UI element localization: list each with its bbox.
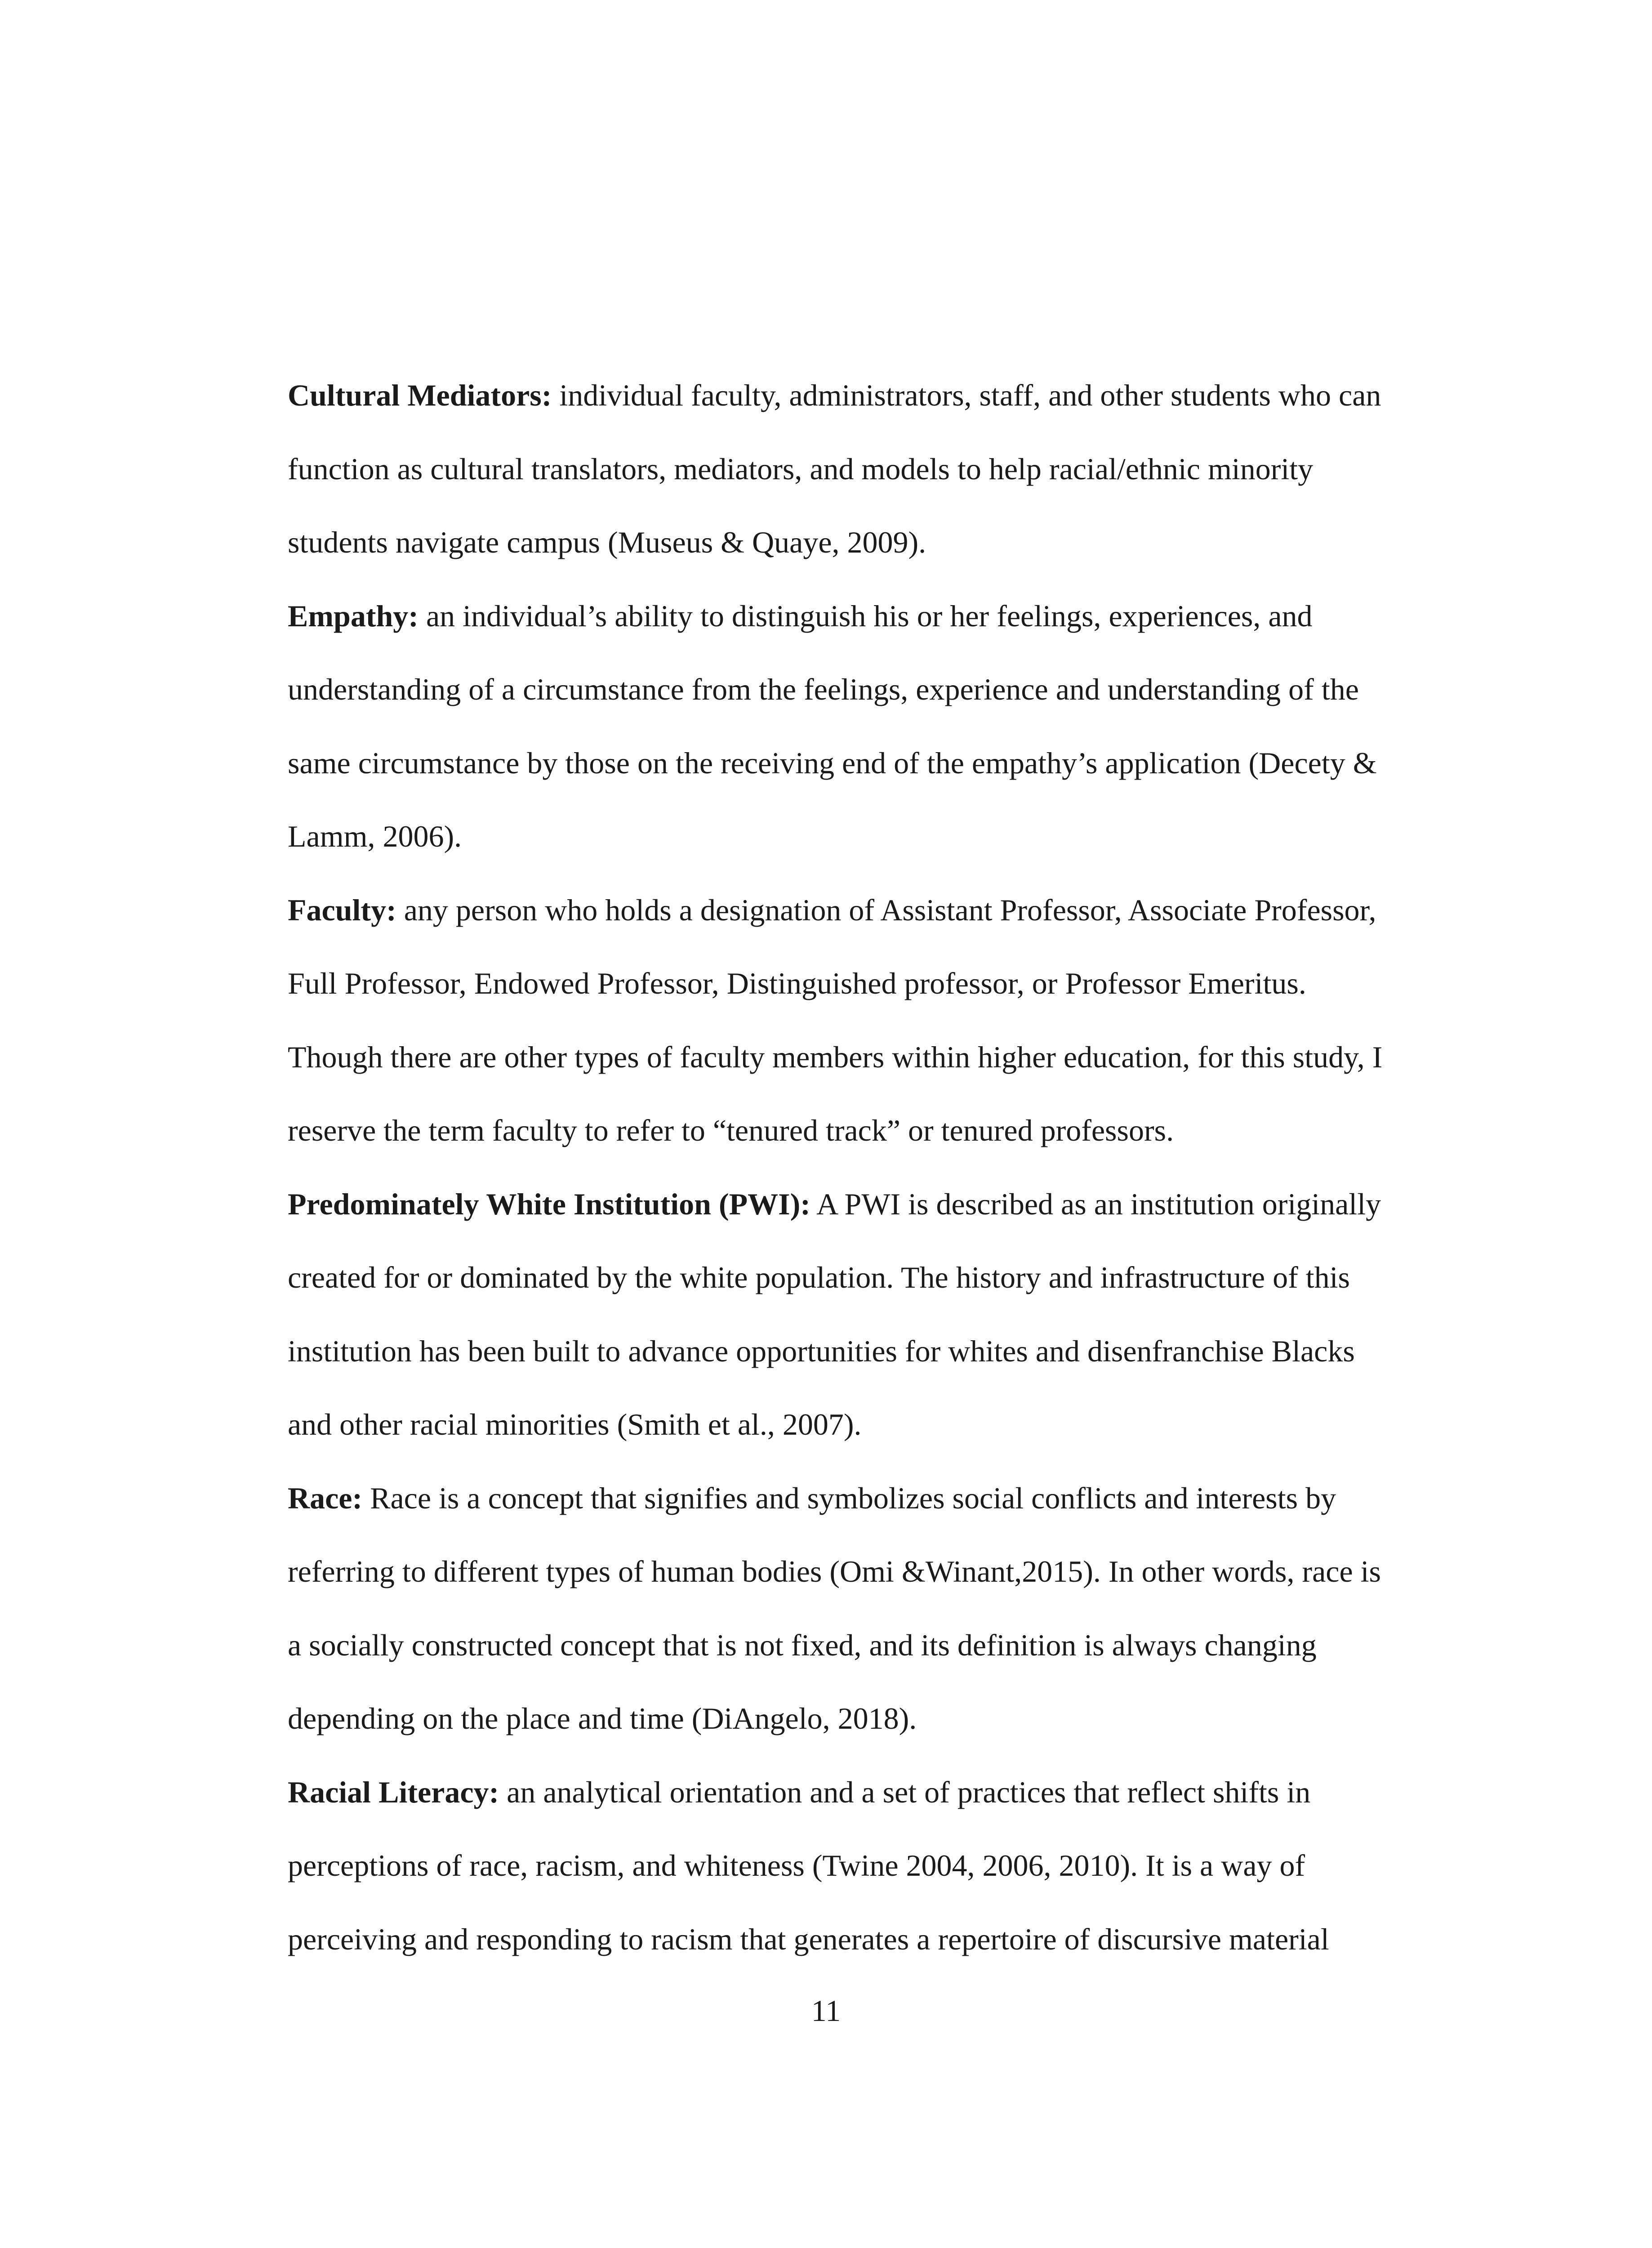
definition-racial-literacy — [288, 1756, 1438, 1976]
definition-line — [288, 1756, 1438, 1829]
definition-line: perceiving and responding to racism that generates a repertoire of discursive material — [288, 1922, 1329, 1956]
definition-line: Though there are other types of faculty members within higher education, for this study, I — [288, 1039, 1383, 1074]
definition-term: Cultural Mediators: — [288, 378, 552, 412]
definitions-body — [288, 359, 1438, 1976]
definition-empathy — [288, 580, 1438, 874]
definition-line: a socially constructed concept that is not fixed, and its definition is always changing — [288, 1628, 1317, 1662]
definition-line — [288, 359, 1438, 433]
definition-line: perceptions of race, racism, and whiteness (Twine 2004, 2006, 2010). It is a way of — [288, 1848, 1305, 1882]
definition-text: any person who holds a designation of Assistant Professor, Associate Professor, — [396, 892, 1376, 927]
definition-race — [288, 1462, 1438, 1756]
definition-term: Predominately White Institution (PWI): — [288, 1186, 810, 1221]
page-number: 11 — [811, 1994, 841, 2028]
definition-term: Empathy: — [288, 598, 419, 633]
definition-line: understanding of a circumstance from the feelings, experience and understanding of the — [288, 672, 1359, 706]
definition-text: individual faculty, administrators, staff, and other students who can — [552, 378, 1381, 412]
definition-line: reserve the term faculty to refer to “tenured track” or tenured professors. — [288, 1113, 1174, 1147]
definition-line: function as cultural translators, mediators, and models to help racial/ethnic minority — [288, 451, 1314, 486]
definition-line: same circumstance by those on the receiving end of the empathy’s application (Decety & — [288, 745, 1377, 780]
definition-line — [288, 874, 1438, 947]
definition-pwi — [288, 1168, 1438, 1462]
definition-line: Lamm, 2006). — [288, 819, 462, 853]
definition-line: students navigate campus (Museus & Quaye, 2009). — [288, 525, 926, 559]
definition-text: Race is a concept that signifies and symbolizes social conflicts and interests by — [362, 1481, 1336, 1515]
definition-text: an individual’s ability to distinguish his or her feelings, experiences, and — [418, 598, 1313, 633]
definition-line: referring to different types of human bodies (Omi &Winant,2015). In other words, race is — [288, 1554, 1381, 1588]
definition-term: Racial Literacy: — [288, 1775, 499, 1809]
definition-line: institution has been built to advance opportunities for whites and disenfranchise Blacks — [288, 1334, 1355, 1368]
definition-line — [288, 580, 1438, 653]
definition-term: Faculty: — [288, 892, 396, 927]
definition-line: Full Professor, Endowed Professor, Distinguished professor, or Professor Emeritus. — [288, 966, 1306, 1000]
definition-text: A PWI is described as an institution originally — [810, 1186, 1381, 1221]
definition-line — [288, 1168, 1438, 1241]
definition-line: created for or dominated by the white population. The history and infrastructure of this — [288, 1260, 1350, 1294]
definition-faculty — [288, 874, 1438, 1168]
definition-term: Race: — [288, 1481, 363, 1515]
definition-text: an analytical orientation and a set of practices that reflect shifts in — [499, 1775, 1311, 1809]
definition-line: and other racial minorities (Smith et al., 2007). — [288, 1407, 862, 1441]
definition-line: depending on the place and time (DiAngelo, 2018). — [288, 1701, 917, 1735]
definition-line — [288, 1462, 1438, 1535]
definition-cultural-mediators — [288, 359, 1438, 580]
